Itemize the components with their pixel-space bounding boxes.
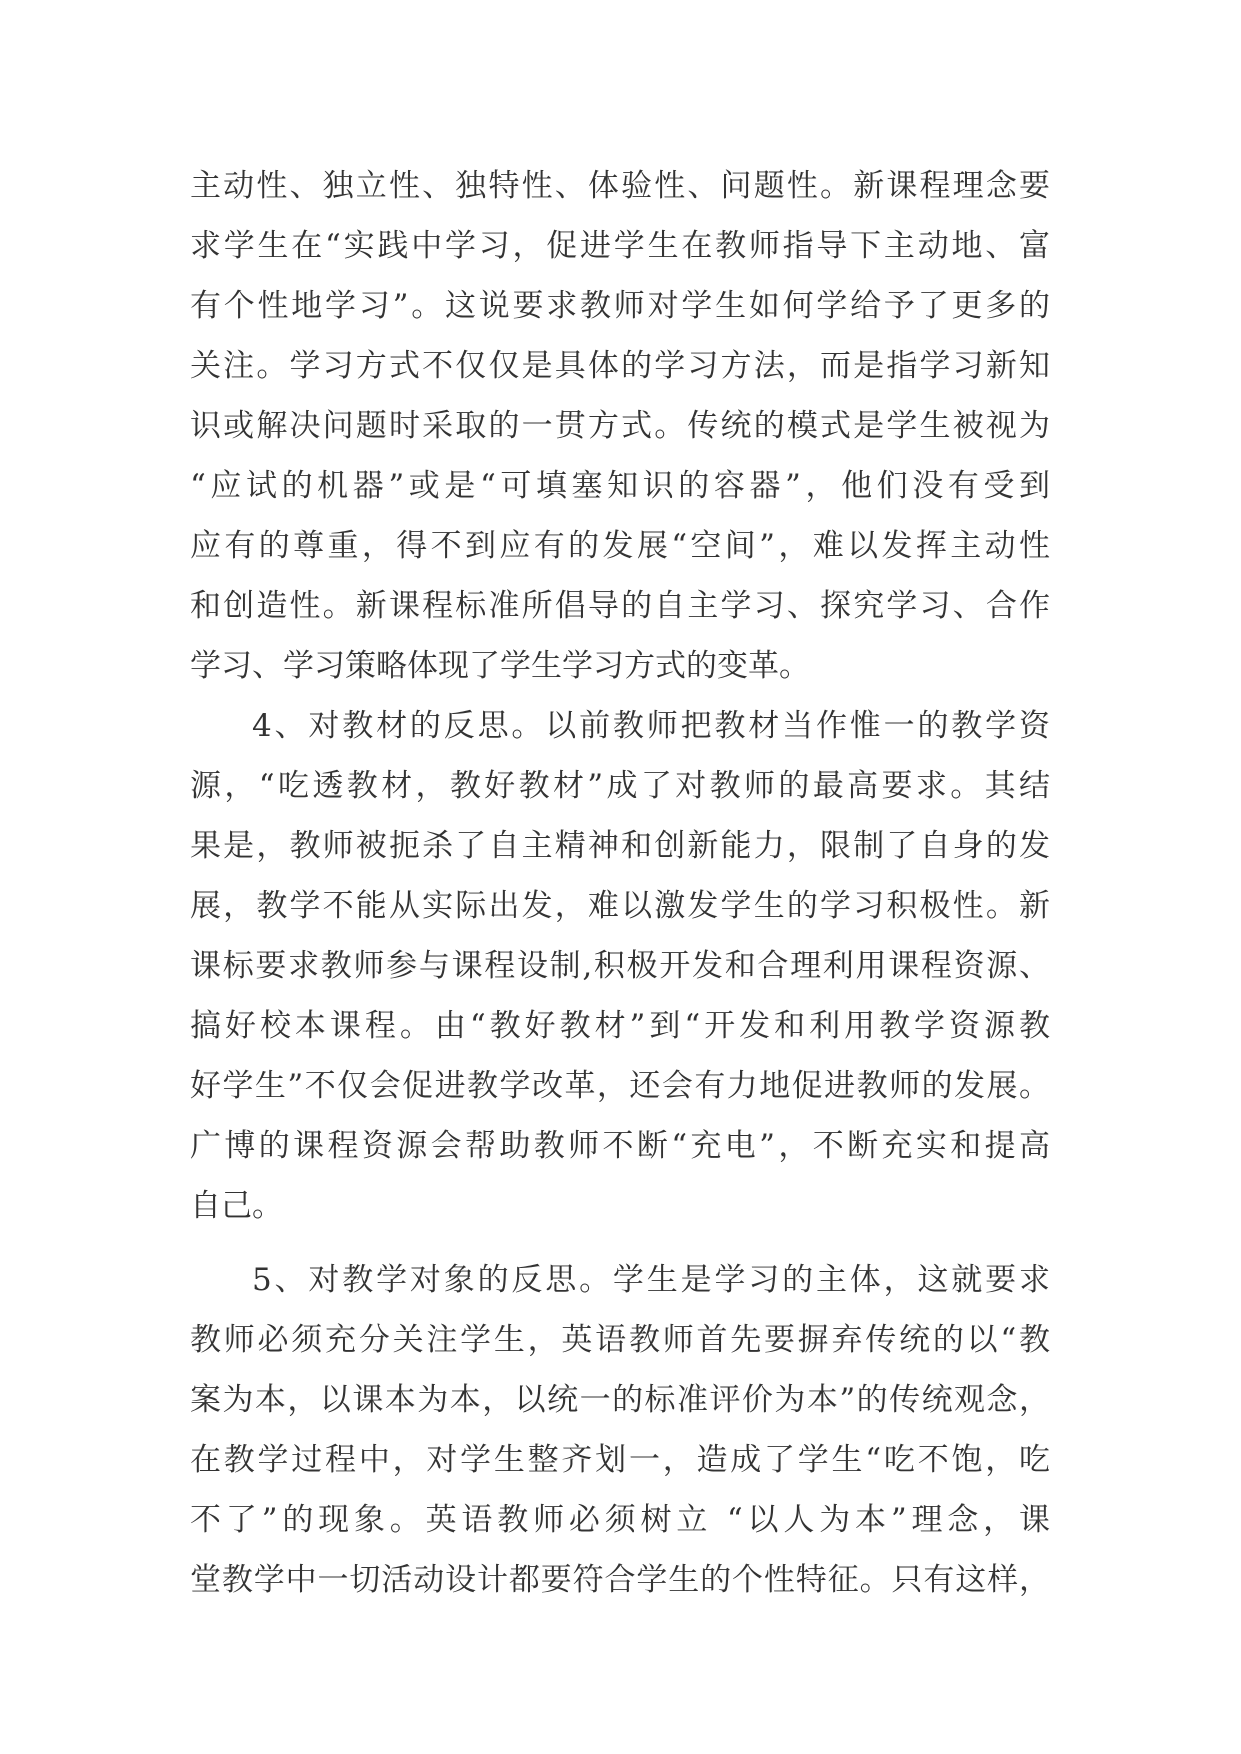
paragraph-learning-methods bbox=[190, 156, 1050, 696]
text-line: 在教学过程中，对学生整齐划一，造成了学生“吃不饱，吃 bbox=[190, 1442, 1050, 1478]
text-line: 4、对教材的反思。以前教师把教材当作惟一的教学资 bbox=[252, 708, 1050, 744]
text-line: 源，“吃透教材，教好教材”成了对教师的最高要求。其结 bbox=[190, 768, 1050, 804]
text-line: 不了”的现象。英语教师必须树立 “以人为本”理念，课 bbox=[190, 1502, 1050, 1538]
text-line: 自己。 bbox=[190, 1188, 283, 1224]
text-line: “应试的机器”或是“可填塞知识的容器”，他们没有受到 bbox=[190, 468, 1050, 504]
text-line: 果是，教师被扼杀了自主精神和创新能力，限制了自身的发 bbox=[190, 828, 1050, 864]
text-line: 好学生”不仅会促进教学改革，还会有力地促进教师的发展。 bbox=[190, 1068, 1050, 1104]
text-line: 识或解决问题时采取的一贯方式。传统的模式是学生被视为 bbox=[190, 408, 1050, 444]
text-line: 展，教学不能从实际出发，难以激发学生的学习积极性。新 bbox=[190, 888, 1050, 924]
text-line: 课标要求教师参与课程设制,积极开发和合理利用课程资源、 bbox=[190, 948, 1050, 984]
text-line: 求学生在“实践中学习，促进学生在教师指导下主动地、富 bbox=[190, 228, 1050, 264]
paragraph-spacing bbox=[190, 1236, 1050, 1250]
text-line: 关注。学习方式不仅仅是具体的学习方法，而是指学习新知 bbox=[190, 348, 1050, 384]
text-line: 主动性、独立性、独特性、体验性、问题性。新课程理念要 bbox=[190, 168, 1050, 204]
text-line: 案为本，以课本为本，以统一的标准评价为本”的传统观念， bbox=[190, 1382, 1050, 1418]
text-line: 和创造性。新课程标准所倡导的自主学习、探究学习、合作 bbox=[190, 588, 1050, 624]
document-body bbox=[190, 156, 1050, 1610]
paragraph-student-reflection bbox=[190, 1250, 1050, 1610]
text-line: 应有的尊重，得不到应有的发展“空间”，难以发挥主动性 bbox=[190, 528, 1050, 564]
text-line: 教师必须充分关注学生，英语教师首先要摒弃传统的以“教 bbox=[190, 1322, 1050, 1358]
text-line: 5、对教学对象的反思。学生是学习的主体，这就要求 bbox=[252, 1262, 1050, 1298]
text-line: 广博的课程资源会帮助教师不断“充电”，不断充实和提高 bbox=[190, 1128, 1050, 1164]
text-line: 搞好校本课程。由“教好教材”到“开发和利用教学资源教 bbox=[190, 1008, 1050, 1044]
paragraph-textbook-reflection bbox=[190, 696, 1050, 1236]
text-line: 有个性地学习”。这说要求教师对学生如何学给予了更多的 bbox=[190, 288, 1050, 324]
text-line: 学习、学习策略体现了学生学习方式的变革。 bbox=[190, 648, 810, 684]
text-line: 堂教学中一切活动设计都要符合学生的个性特征。只有这样， bbox=[190, 1562, 1050, 1598]
